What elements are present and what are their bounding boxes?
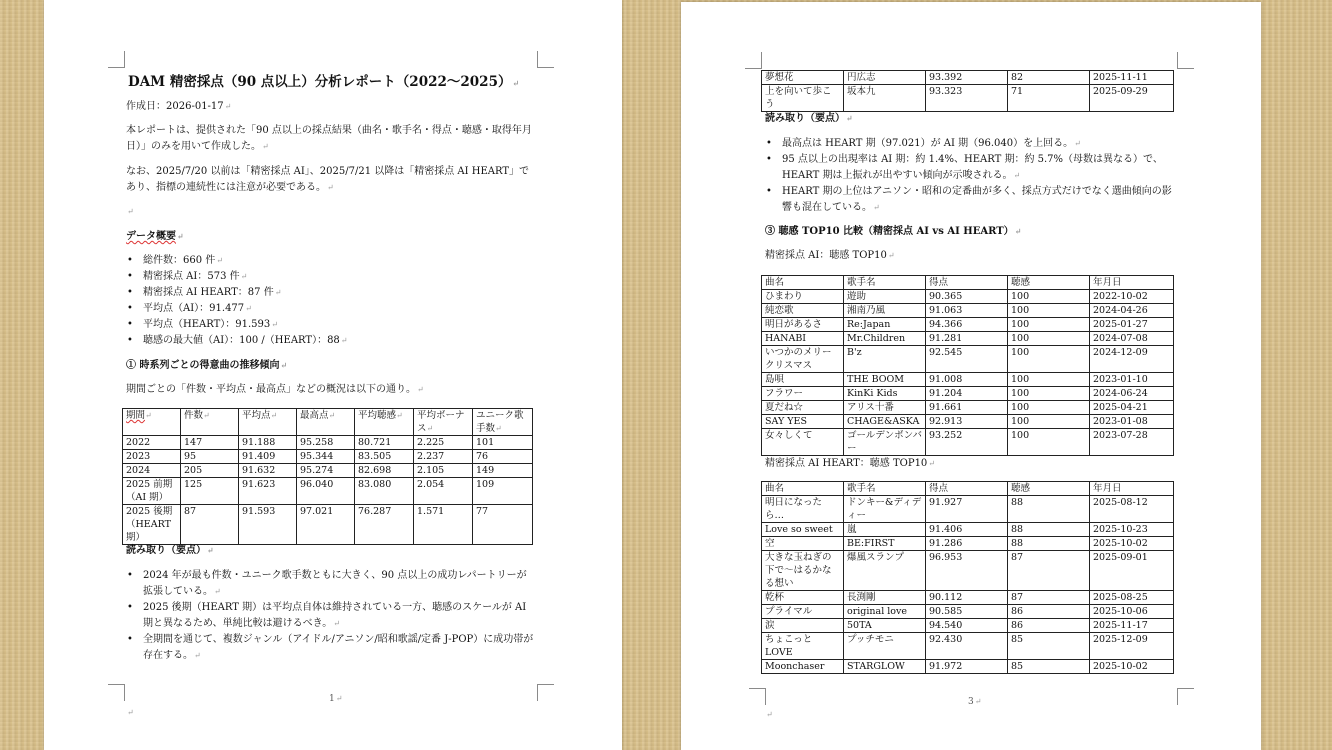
table-cell[interactable]: 2022 xyxy=(123,436,181,450)
insight-item[interactable]: • HEART 期の上位はアニソン・昭和の定番曲が多く、採点方式だけでなく選曲傾向の影響も混在している。↵ xyxy=(765,184,1177,216)
table-cell[interactable]: 88 xyxy=(1008,537,1090,551)
table-cell[interactable]: 爆風スランプ xyxy=(844,551,926,591)
table-row xyxy=(762,85,1174,112)
table-cell[interactable]: 涙 xyxy=(762,619,844,633)
table-cell[interactable]: 2025-10-02 xyxy=(1090,537,1174,551)
overview-item-text: 精密採点 AI：573 件 xyxy=(143,271,240,282)
table-cell[interactable]: Re:Japan xyxy=(844,318,926,332)
table-cell[interactable]: 2023-07-28 xyxy=(1090,429,1174,456)
table-cell[interactable]: 2025 後期（HEART 期） xyxy=(123,505,181,545)
table-cell[interactable]: 2024-04-26 xyxy=(1090,304,1174,318)
table-row xyxy=(762,591,1174,605)
table-cell[interactable]: 95 xyxy=(181,450,239,464)
page-number: 1↵ xyxy=(329,694,343,704)
table-cell[interactable]: ちょこっとLOVE xyxy=(762,633,844,660)
table-row xyxy=(762,71,1174,85)
page-number-text: 1 xyxy=(329,694,335,704)
header-text: 件数 xyxy=(184,410,204,421)
overview-item[interactable]: • 精密採点 AI：573 件↵ xyxy=(126,269,536,285)
table-cell[interactable]: 85 xyxy=(1008,660,1090,674)
table-row xyxy=(123,436,533,450)
table-header-cell[interactable]: 得点 xyxy=(926,276,1008,290)
table-cell[interactable]: 100 xyxy=(1008,346,1090,373)
intro-paragraph-2-text: なお、2025/7/20 以前は「精密採点 AI」、2025/7/21 以降は「精密採点 AI HEART」であり、指標の連続性には注意が必要である。 xyxy=(126,166,530,193)
overview-item[interactable]: • 総件数：660 件↵ xyxy=(126,253,536,269)
table-cell[interactable]: CHAGE&ASKA xyxy=(844,415,926,429)
margin-corner-mark xyxy=(537,684,554,701)
table-cell[interactable]: フラワー xyxy=(762,387,844,401)
intro-paragraph-1-text: 本レポートは、提供された「90 点以上の採点結果（曲名・歌手名・得点・聴感・取得年月日）」のみを用いて作成した。 xyxy=(126,125,532,152)
table-cell[interactable]: 87 xyxy=(181,505,239,545)
ai-top10-caption[interactable]: 精密採点 AI：聴感 TOP10↵ xyxy=(765,250,895,261)
table-cell[interactable]: 2025-10-23 xyxy=(1090,523,1174,537)
table-row xyxy=(123,464,533,478)
table-cell[interactable]: 2025-08-25 xyxy=(1090,591,1174,605)
table-cell[interactable]: 94.366 xyxy=(926,318,1008,332)
table-cell[interactable]: 遊助 xyxy=(844,290,926,304)
table-cell[interactable]: 2023-01-08 xyxy=(1090,415,1174,429)
table-cell[interactable]: 嵐 xyxy=(844,523,926,537)
table-cell[interactable]: 77 xyxy=(473,505,533,545)
table-cell[interactable]: 93.392 xyxy=(926,71,1008,85)
table-header-cell[interactable]: 期間↵ xyxy=(123,409,181,436)
table-cell[interactable]: 100 xyxy=(1008,332,1090,346)
continued-table xyxy=(761,70,1174,112)
table-cell[interactable]: 95.258 xyxy=(297,436,355,450)
insight-item[interactable]: • 全期間を通じて、複数ジャンル（アイドル/アニソン/昭和歌謡/定番 J-POP）に成功帯が存在する。↵ xyxy=(126,632,536,664)
table-cell[interactable]: 2023 xyxy=(123,450,181,464)
table-cell[interactable]: 100 xyxy=(1008,304,1090,318)
insight-item-text: 2024 年が最も件数・ユニーク歌手数ともに大きく、90 点以上の成功レパートリーが拡張している。 xyxy=(143,570,527,597)
table-row xyxy=(123,505,533,545)
created-date[interactable]: 作成日：2026-01-17↵ xyxy=(126,101,232,112)
table-header-cell[interactable]: 平均聴感↵ xyxy=(355,409,414,436)
paragraph-mark: ↵ xyxy=(766,710,773,719)
table-cell[interactable]: 91.927 xyxy=(926,496,1008,523)
table-cell[interactable]: 夢想花 xyxy=(762,71,844,85)
table-row xyxy=(762,633,1174,660)
table-cell[interactable]: 94.540 xyxy=(926,619,1008,633)
table-cell[interactable]: 2.054 xyxy=(414,478,473,505)
table-header-cell[interactable]: 聴感 xyxy=(1008,482,1090,496)
table-cell[interactable]: ひまわり xyxy=(762,290,844,304)
ai-top10-caption-text: 精密採点 AI：聴感 TOP10 xyxy=(765,250,887,261)
table-cell[interactable]: 92.913 xyxy=(926,415,1008,429)
table-cell[interactable]: 109 xyxy=(473,478,533,505)
table-cell[interactable]: 91.008 xyxy=(926,373,1008,387)
table-cell[interactable]: KinKi Kids xyxy=(844,387,926,401)
table-cell[interactable]: 2025-09-01 xyxy=(1090,551,1174,591)
insights-heading-text: 読み取り（要点） xyxy=(765,113,845,124)
table-cell[interactable]: 71 xyxy=(1008,85,1090,112)
overview-item[interactable]: • 精密採点 AI HEART：87 件↵ xyxy=(126,285,536,301)
insight-item-text: 2025 後期（HEART 期）は平均点自体は維持されている一方、聴感のスケールが AI 期と異なるため、単純比較は避けるべき。 xyxy=(143,602,527,629)
table-cell[interactable]: 明日があるさ xyxy=(762,318,844,332)
table-cell[interactable]: 91.593 xyxy=(239,505,297,545)
overview-item-text: 聴感の最大値（AI）：100 /（HEART）：88 xyxy=(143,335,340,346)
table-cell[interactable]: 96.040 xyxy=(297,478,355,505)
table-cell[interactable]: 91.661 xyxy=(926,401,1008,415)
table-cell[interactable]: 2024-06-24 xyxy=(1090,387,1174,401)
insight-item-text: 全期間を通じて、複数ジャンル（アイドル/アニソン/昭和歌謡/定番 J-POP）に成功帯が存在する。 xyxy=(143,634,534,661)
page-number-text: 3 xyxy=(968,697,974,707)
table-cell[interactable]: STARGLOW xyxy=(844,660,926,674)
table-cell[interactable]: 87 xyxy=(1008,551,1090,591)
document-page-3 xyxy=(681,2,1261,750)
document-title-text: DAM 精密採点（90 点以上）分析レポート（2022〜2025） xyxy=(128,74,512,90)
table-cell[interactable]: 円広志 xyxy=(844,71,926,85)
table-row xyxy=(762,332,1174,346)
table-cell[interactable]: 83.505 xyxy=(355,450,414,464)
table-cell[interactable]: 夏だね☆ xyxy=(762,401,844,415)
table-cell[interactable]: 92.545 xyxy=(926,346,1008,373)
margin-corner-mark xyxy=(1177,688,1194,705)
table-row xyxy=(762,401,1174,415)
table-cell[interactable]: 101 xyxy=(473,436,533,450)
table-cell[interactable]: 50TA xyxy=(844,619,926,633)
table-cell[interactable]: ゴールデンボンバー xyxy=(844,429,926,456)
table-cell[interactable]: 2025-12-09 xyxy=(1090,633,1174,660)
intro-paragraph-2[interactable]: なお、2025/7/20 以前は「精密採点 AI」、2025/7/21 以降は「精密採点 AI HEART」であり、指標の連続性には注意が必要である。↵ xyxy=(126,166,530,193)
table-cell[interactable]: 上を向いて歩こう xyxy=(762,85,844,112)
period-summary-table xyxy=(122,408,533,545)
table-cell[interactable]: 91.406 xyxy=(926,523,1008,537)
table-header-cell[interactable]: 曲名 xyxy=(762,276,844,290)
table-cell[interactable]: 1.571 xyxy=(414,505,473,545)
document-title[interactable]: DAM 精密採点（90 点以上）分析レポート（2022〜2025）↵ xyxy=(128,74,520,90)
overview-list xyxy=(126,253,536,349)
section-3-heading[interactable]: ③ 聴感 TOP10 比較（精密採点 AI vs AI HEART）↵ xyxy=(765,226,1022,237)
table-cell[interactable]: 91.063 xyxy=(926,304,1008,318)
table-cell[interactable]: Love so sweet xyxy=(762,523,844,537)
header-text: 平均ボーナス xyxy=(417,410,465,434)
table-cell[interactable]: 125 xyxy=(181,478,239,505)
table-header-cell[interactable]: 平均点↵ xyxy=(239,409,297,436)
table-cell[interactable]: 長渕剛 xyxy=(844,591,926,605)
insights-heading[interactable]: 読み取り（要点）↵ xyxy=(126,545,214,556)
margin-corner-mark xyxy=(108,51,125,68)
table-cell[interactable]: 100 xyxy=(1008,290,1090,304)
table-cell[interactable]: 85 xyxy=(1008,633,1090,660)
section-1-intro-text: 期間ごとの「件数・平均点・最高点」などの概況は以下の通り。 xyxy=(126,384,416,395)
table-cell[interactable]: 2025-08-12 xyxy=(1090,496,1174,523)
table-cell[interactable]: Moonchaser xyxy=(762,660,844,674)
table-cell[interactable]: 100 xyxy=(1008,401,1090,415)
table-cell[interactable]: 100 xyxy=(1008,387,1090,401)
paragraph-mark: ↵ xyxy=(127,708,134,717)
table-cell[interactable]: 147 xyxy=(181,436,239,450)
header-text: 平均点 xyxy=(242,410,271,421)
table-cell[interactable]: 2025 前期（AI 期） xyxy=(123,478,181,505)
table-row xyxy=(762,346,1174,373)
table-cell[interactable]: 2024-07-08 xyxy=(1090,332,1174,346)
table-cell[interactable]: 88 xyxy=(1008,496,1090,523)
table-cell[interactable]: 149 xyxy=(473,464,533,478)
section-1-intro[interactable]: 期間ごとの「件数・平均点・最高点」などの概況は以下の通り。↵ xyxy=(126,384,424,395)
empty-paragraph[interactable]: ↵ xyxy=(127,207,134,216)
table-cell[interactable]: 純恋歌 xyxy=(762,304,844,318)
table-cell[interactable]: 91.409 xyxy=(239,450,297,464)
table-cell[interactable]: 205 xyxy=(181,464,239,478)
section-3-heading-text: ③ 聴感 TOP10 比較（精密採点 AI vs AI HEART） xyxy=(765,226,1014,237)
margin-corner-mark xyxy=(1177,52,1194,69)
table-cell[interactable]: 乾杯 xyxy=(762,591,844,605)
table-cell[interactable]: 2.105 xyxy=(414,464,473,478)
table-cell[interactable]: 女々しくて xyxy=(762,429,844,456)
table-header-row xyxy=(762,276,1174,290)
table-header-cell[interactable]: ユニーク歌手数↵ xyxy=(473,409,533,436)
overview-item[interactable]: • 平均点（HEART）：91.593↵ xyxy=(126,317,536,333)
table-cell[interactable]: 2024-12-09 xyxy=(1090,346,1174,373)
insight-item-text: 最高点は HEART 期（97.021）が AI 期（96.040）を上回る。 xyxy=(782,138,1074,149)
overview-heading-text: データ概要 xyxy=(126,231,176,242)
heart-top10-caption-text: 精密採点 AI HEART：聴感 TOP10 xyxy=(765,458,928,469)
overview-item-text: 平均点（AI）：91.477 xyxy=(143,303,245,314)
table-cell[interactable]: 2025-11-17 xyxy=(1090,619,1174,633)
insight-item-text: HEART 期の上位はアニソン・昭和の定番曲が多く、採点方式だけでなく選曲傾向の影響も混在している。 xyxy=(782,186,1172,213)
created-date-text: 作成日：2026-01-17 xyxy=(126,101,224,112)
table-row xyxy=(762,537,1174,551)
table-cell[interactable]: 96.953 xyxy=(926,551,1008,591)
table-cell[interactable]: 91.972 xyxy=(926,660,1008,674)
table-cell[interactable]: 空 xyxy=(762,537,844,551)
document-page-1 xyxy=(44,0,622,750)
table-cell[interactable]: 91.623 xyxy=(239,478,297,505)
insights-list xyxy=(765,136,1177,216)
margin-corner-mark xyxy=(108,684,125,701)
insights-heading-text: 読み取り（要点） xyxy=(126,545,206,556)
table-row xyxy=(762,660,1174,674)
overview-item[interactable]: • 平均点（AI）：91.477↵ xyxy=(126,301,536,317)
table-cell[interactable]: 76 xyxy=(473,450,533,464)
table-cell[interactable]: 91.286 xyxy=(926,537,1008,551)
table-header-cell[interactable]: 聴感 xyxy=(1008,276,1090,290)
table-row xyxy=(762,551,1174,591)
overview-item-text: 精密採点 AI HEART：87 件 xyxy=(143,287,274,298)
table-cell[interactable]: 2022-10-02 xyxy=(1090,290,1174,304)
table-cell[interactable]: 92.430 xyxy=(926,633,1008,660)
table-header-cell[interactable]: 年月日 xyxy=(1090,276,1174,290)
table-cell[interactable]: 明日になったら… xyxy=(762,496,844,523)
table-cell[interactable]: 2025-01-27 xyxy=(1090,318,1174,332)
table-cell[interactable]: 86 xyxy=(1008,619,1090,633)
insight-item-text: 95 点以上の出現率は AI 期：約 1.4%、HEART 期：約 5.7%（母数は異なる）で、HEART 期は上振れが出やすい傾向が示唆される。 xyxy=(782,154,1163,181)
table-cell[interactable]: 80.721 xyxy=(355,436,414,450)
table-cell[interactable]: 島唄 xyxy=(762,373,844,387)
table-cell[interactable]: プライマル xyxy=(762,605,844,619)
table-header-cell[interactable]: 得点 xyxy=(926,482,1008,496)
table-cell[interactable]: 2025-09-29 xyxy=(1090,85,1174,112)
table-cell[interactable]: いつかのメリークリスマス xyxy=(762,346,844,373)
table-cell[interactable]: 93.252 xyxy=(926,429,1008,456)
table-cell[interactable]: 83.080 xyxy=(355,478,414,505)
insights-heading[interactable]: 読み取り（要点）↵ xyxy=(765,113,853,124)
table-header-cell[interactable]: 平均ボーナス↵ xyxy=(414,409,473,436)
header-text: 平均聴感 xyxy=(358,410,397,421)
margin-corner-mark xyxy=(537,51,554,68)
table-cell[interactable]: 100 xyxy=(1008,373,1090,387)
table-cell[interactable]: original love xyxy=(844,605,926,619)
table-cell[interactable]: 82 xyxy=(1008,71,1090,85)
table-cell[interactable]: 2023-01-10 xyxy=(1090,373,1174,387)
table-header-cell[interactable]: 件数↵ xyxy=(181,409,239,436)
table-cell[interactable]: 100 xyxy=(1008,415,1090,429)
table-cell[interactable]: 100 xyxy=(1008,318,1090,332)
margin-corner-mark xyxy=(749,688,766,705)
table-cell[interactable]: 88 xyxy=(1008,523,1090,537)
table-cell[interactable]: HANABI xyxy=(762,332,844,346)
ai-top10-table xyxy=(761,275,1174,456)
table-cell[interactable]: THE BOOM xyxy=(844,373,926,387)
table-cell[interactable]: アリス十番 xyxy=(844,401,926,415)
table-cell[interactable]: 91.281 xyxy=(926,332,1008,346)
margin-corner-mark xyxy=(745,52,762,69)
table-cell[interactable]: 2.237 xyxy=(414,450,473,464)
heart-top10-table xyxy=(761,481,1174,674)
table-cell[interactable]: 95.344 xyxy=(297,450,355,464)
overview-item[interactable]: • 聴感の最大値（AI）：100 /（HEART）：88↵ xyxy=(126,333,536,349)
overview-item-text: 平均点（HEART）：91.593 xyxy=(143,319,271,330)
table-header-cell[interactable]: 最高点↵ xyxy=(297,409,355,436)
table-cell[interactable]: SAY YES xyxy=(762,415,844,429)
table-row xyxy=(762,619,1174,633)
table-cell[interactable]: 2025-11-11 xyxy=(1090,71,1174,85)
table-cell[interactable]: 93.323 xyxy=(926,85,1008,112)
table-cell[interactable]: 86 xyxy=(1008,605,1090,619)
intro-paragraph-1[interactable]: 本レポートは、提供された「90 点以上の採点結果（曲名・歌手名・得点・聴感・取得年月日）」のみを用いて作成した。↵ xyxy=(126,125,532,152)
insight-item[interactable]: • 2025 後期（HEART 期）は平均点自体は維持されている一方、聴感のスケールが AI 期と異なるため、単純比較は避けるべき。↵ xyxy=(126,600,536,632)
header-text: 最高点 xyxy=(300,410,329,421)
table-cell[interactable]: 76.287 xyxy=(355,505,414,545)
header-text: ユニーク歌手数 xyxy=(476,410,524,434)
table-header-row xyxy=(762,482,1174,496)
table-row xyxy=(123,478,533,505)
table-cell[interactable]: 97.021 xyxy=(297,505,355,545)
section-1-heading[interactable]: ① 時系列ごとの得意曲の推移傾向↵ xyxy=(126,360,288,371)
page-number: 3↵ xyxy=(968,697,982,707)
table-cell[interactable]: 95.274 xyxy=(297,464,355,478)
table-row xyxy=(762,496,1174,523)
table-row xyxy=(762,290,1174,304)
table-cell[interactable]: 坂本九 xyxy=(844,85,926,112)
insight-item[interactable]: • 2024 年が最も件数・ユニーク歌手数ともに大きく、90 点以上の成功レパートリーが拡張している。↵ xyxy=(126,568,536,600)
header-text: 期間 xyxy=(126,410,146,421)
table-header-cell[interactable]: 曲名 xyxy=(762,482,844,496)
table-cell[interactable]: B'z xyxy=(844,346,926,373)
table-cell[interactable]: 90.112 xyxy=(926,591,1008,605)
insight-item[interactable]: • 95 点以上の出現率は AI 期：約 1.4%、HEART 期：約 5.7%（母数は異なる）で、HEART 期は上振れが出やすい傾向が示唆される。↵ xyxy=(765,152,1177,184)
table-cell[interactable]: 87 xyxy=(1008,591,1090,605)
heart-top10-caption[interactable]: 精密採点 AI HEART：聴感 TOP10↵ xyxy=(765,458,935,469)
table-row xyxy=(762,373,1174,387)
table-row xyxy=(123,450,533,464)
table-cell[interactable]: BE:FIRST xyxy=(844,537,926,551)
table-cell[interactable]: 湘南乃風 xyxy=(844,304,926,318)
table-row xyxy=(762,318,1174,332)
table-row xyxy=(762,523,1174,537)
table-cell[interactable]: 2.225 xyxy=(414,436,473,450)
insight-item[interactable]: • 最高点は HEART 期（97.021）が AI 期（96.040）を上回る。↵ xyxy=(765,136,1177,152)
table-row xyxy=(762,387,1174,401)
table-cell[interactable]: 90.585 xyxy=(926,605,1008,619)
table-row xyxy=(762,415,1174,429)
overview-heading[interactable]: データ概要↵ xyxy=(126,231,184,242)
table-cell[interactable]: 2025-10-06 xyxy=(1090,605,1174,619)
table-cell[interactable]: 2024 xyxy=(123,464,181,478)
overview-item-text: 総件数：660 件 xyxy=(143,255,216,266)
table-header-cell[interactable]: 歌手名 xyxy=(844,276,926,290)
table-cell[interactable]: プッチモニ xyxy=(844,633,926,660)
table-header-cell[interactable]: 年月日 xyxy=(1090,482,1174,496)
section-1-heading-text: ① 時系列ごとの得意曲の推移傾向 xyxy=(126,360,280,371)
table-row xyxy=(762,304,1174,318)
table-cell[interactable]: 82.698 xyxy=(355,464,414,478)
table-header-row xyxy=(123,409,533,436)
table-cell[interactable]: 90.365 xyxy=(926,290,1008,304)
table-header-cell[interactable]: 歌手名 xyxy=(844,482,926,496)
table-cell[interactable]: 2025-04-21 xyxy=(1090,401,1174,415)
table-row xyxy=(762,429,1174,456)
insights-list xyxy=(126,568,536,664)
table-cell[interactable]: ドンキー&ディディー xyxy=(844,496,926,523)
table-cell[interactable]: 91.632 xyxy=(239,464,297,478)
table-cell[interactable]: 100 xyxy=(1008,429,1090,456)
table-row xyxy=(762,605,1174,619)
table-cell[interactable]: 91.204 xyxy=(926,387,1008,401)
table-cell[interactable]: 2025-10-02 xyxy=(1090,660,1174,674)
table-cell[interactable]: Mr.Children xyxy=(844,332,926,346)
table-cell[interactable]: 大きな玉ねぎの下で〜はるかなる想い xyxy=(762,551,844,591)
table-cell[interactable]: 91.188 xyxy=(239,436,297,450)
